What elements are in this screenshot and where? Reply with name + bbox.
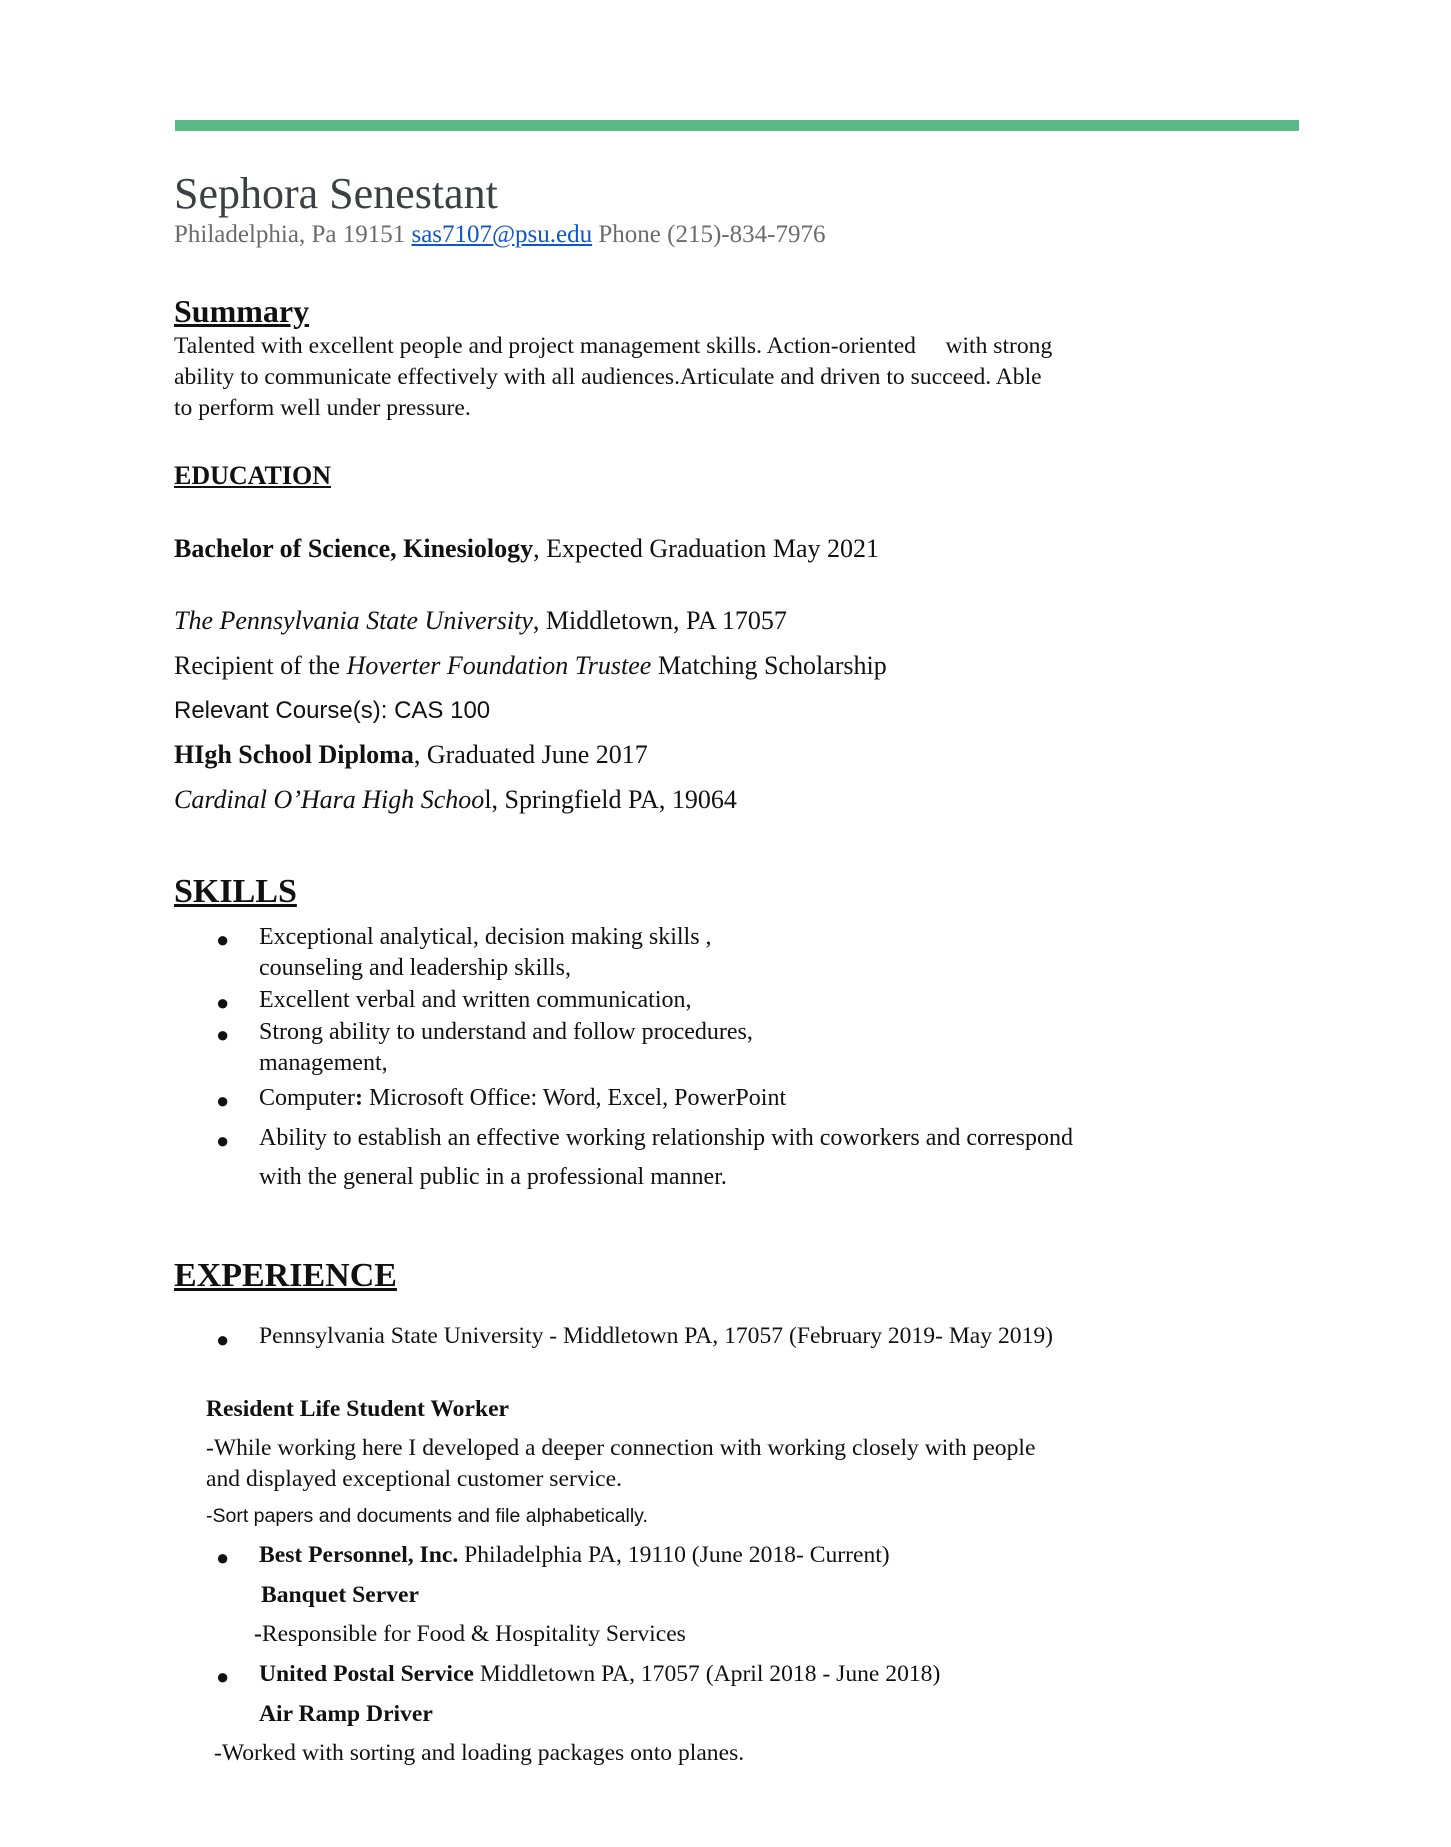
bullet-icon: ● <box>216 1664 230 1689</box>
job-title: Air Ramp Driver <box>259 1701 433 1727</box>
degree-detail: , Expected Graduation May 2021 <box>533 534 880 563</box>
job-duty <box>254 1619 686 1650</box>
university-line <box>174 606 787 636</box>
employer-name: Best Personnel, Inc. <box>259 1542 459 1568</box>
degree-name: Bachelor of Science, Kinesiology <box>174 534 534 563</box>
summary-text: Talented with excellent people and project management skills. Action-oriented with strong ability to communicate effectively with all audiences.Articulate and driven to succeed. Able to perform well under pressure. <box>174 333 1059 421</box>
header-accent-rule <box>175 120 1299 131</box>
employer-detail: Middletown PA, 17057 (April 2018 - June 2018) <box>473 1661 941 1687</box>
university-name: The Pennsylvania State University <box>174 606 533 635</box>
bullet-icon: ● <box>216 927 230 952</box>
skill-line: counseling and leadership skills, <box>259 955 571 981</box>
skill-item <box>259 1083 786 1114</box>
skill-line: Strong ability to understand and follow procedures, <box>259 1019 753 1045</box>
bullet-icon: ● <box>216 1128 230 1153</box>
scholarship-name: Hoverter Foundation Trustee <box>346 651 652 680</box>
job-duty: -While working here I developed a deeper connection with working closely with people and displayed exceptional customer service. <box>206 1435 1036 1492</box>
bullet-icon: ● <box>216 1327 230 1352</box>
employer-line: Pennsylvania State University - Middletown PA, 17057 (February 2019- May 2019) <box>259 1323 1054 1349</box>
phone: Phone (215)-834-7976 <box>598 221 826 248</box>
diploma-detail: , Graduated June 2017 <box>413 740 648 769</box>
skill-label: Computer <box>259 1085 355 1111</box>
high-school-name: Cardinal O’Hara High Schoo <box>174 785 485 814</box>
bullet-icon: ● <box>216 1022 230 1047</box>
scholarship-line <box>174 651 887 681</box>
contact-line <box>174 221 825 249</box>
job-duty: -Sort papers and documents and file alphabetically. <box>206 1505 648 1527</box>
skill-line: management, <box>259 1050 388 1076</box>
skill-item <box>259 922 712 984</box>
skill-colon: : <box>355 1085 363 1111</box>
applicant-name: Sephora Senestant <box>174 169 498 218</box>
experience-heading: EXPERIENCE <box>174 1257 397 1294</box>
bullet-icon: ● <box>216 1545 230 1570</box>
summary-heading: Summary <box>174 293 310 329</box>
location: Philadelphia, Pa 19151 <box>174 221 406 248</box>
skills-heading: SKILLS <box>174 873 297 910</box>
relevant-courses: Relevant Course(s): CAS 100 <box>174 697 491 724</box>
employer-line <box>259 1659 940 1690</box>
employer-detail: Philadelphia PA, 19110 (June 2018- Current) <box>458 1542 890 1568</box>
bullet-icon: ● <box>216 1088 230 1113</box>
education-heading: EDUCATION <box>174 461 331 490</box>
high-school-detail: l, Springfield PA, 19064 <box>484 785 737 814</box>
skill-detail: Microsoft Office: Word, Excel, PowerPoint <box>363 1085 787 1111</box>
degree-line <box>174 534 879 564</box>
skill-item <box>259 1017 753 1079</box>
duty-dash: - <box>254 1621 262 1647</box>
job-duty: -Worked with sorting and loading packages onto planes. <box>214 1740 745 1766</box>
employer-name: United Postal Service <box>259 1661 474 1687</box>
skill-item: Ability to establish an effective working relationship with coworkers and correspond with the general public in a professional manner. <box>259 1125 1074 1190</box>
job-title: Banquet Server <box>261 1582 419 1608</box>
university-detail: , Middletown, PA 17057 <box>532 606 787 635</box>
diploma-line <box>174 740 648 770</box>
bullet-icon: ● <box>216 990 230 1015</box>
diploma-name: HIgh School Diploma <box>174 740 414 769</box>
duty-text: Responsible for Food & Hospitality Services <box>261 1621 686 1647</box>
skill-line: Exceptional analytical, decision making skills , <box>259 924 712 950</box>
scholarship-prefix: Recipient of the <box>174 651 347 680</box>
skill-item: Excellent verbal and written communication, <box>259 987 692 1013</box>
high-school-line <box>174 785 737 815</box>
email-link[interactable]: sas7107@psu.edu <box>411 221 593 248</box>
employer-line <box>259 1540 890 1571</box>
scholarship-suffix: Matching Scholarship <box>651 651 887 680</box>
job-title: Resident Life Student Worker <box>206 1396 510 1422</box>
